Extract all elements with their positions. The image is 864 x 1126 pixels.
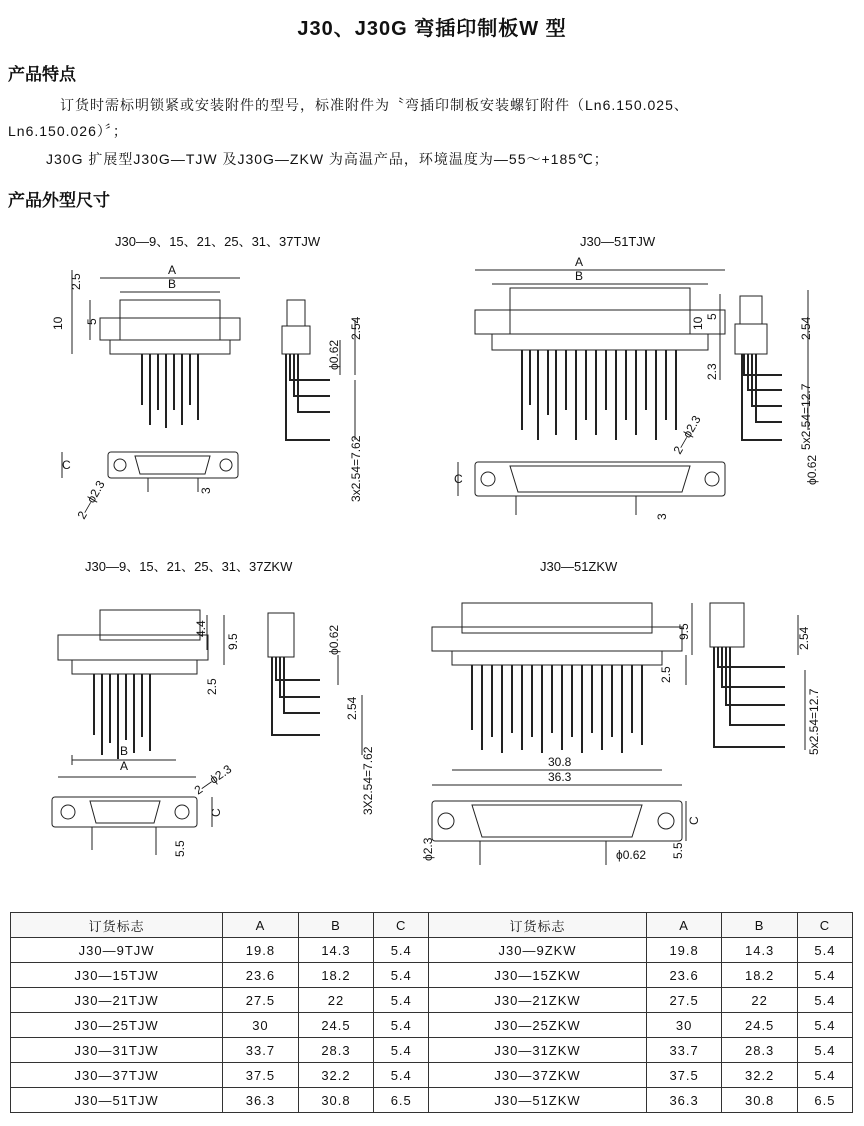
dimension-label: A xyxy=(168,263,177,277)
header-a: A xyxy=(646,913,722,938)
table-row xyxy=(11,1088,853,1113)
table-row xyxy=(11,963,853,988)
dimension-label: 9.5 xyxy=(226,633,240,650)
dimension-label: ϕ2.3 xyxy=(421,837,435,861)
table-cell: 32.2 xyxy=(298,1063,374,1088)
dimension-label: ϕ0.62 xyxy=(327,624,341,655)
table-cell: 19.8 xyxy=(223,938,299,963)
table-cell: 36.3 xyxy=(223,1088,299,1113)
table-cell: 5.4 xyxy=(374,1013,429,1038)
table-row xyxy=(11,1013,853,1038)
table-cell: 5.4 xyxy=(797,963,852,988)
dimension-label: B xyxy=(575,269,584,283)
table-cell: J30—9ZKW xyxy=(429,938,647,963)
table-cell: 36.3 xyxy=(646,1088,722,1113)
dimension-label: 2.54 xyxy=(345,696,359,720)
table-cell: 30 xyxy=(223,1013,299,1038)
table-cell: 5.4 xyxy=(374,938,429,963)
table-cell: J30—21TJW xyxy=(11,988,223,1013)
dimension-label: C xyxy=(687,816,701,825)
header-order-code: 订货标志 xyxy=(429,913,647,938)
dimension-label: C xyxy=(454,472,463,486)
table-cell: 37.5 xyxy=(223,1063,299,1088)
header-c: C xyxy=(797,913,852,938)
features-paragraph-1-line-2: Ln6.150.026）〞； xyxy=(8,123,128,139)
table-cell: 22 xyxy=(722,988,798,1013)
table-cell: 30 xyxy=(646,1013,722,1038)
table-header-row xyxy=(11,913,853,938)
dimension-label: C xyxy=(62,458,71,472)
dimension-label: 3 xyxy=(199,487,213,494)
ordering-spec-table xyxy=(10,912,853,1113)
dimension-label: J30—9、15、21、25、31、37ZKW xyxy=(85,559,293,574)
table-cell: 6.5 xyxy=(374,1088,429,1113)
header-b: B xyxy=(722,913,798,938)
table-cell: 14.3 xyxy=(722,938,798,963)
table-row xyxy=(11,938,853,963)
dimension-label: 3x2.54=7.62 xyxy=(349,435,363,502)
dimension-label: 2.54 xyxy=(799,316,813,340)
header-order-code: 订货标志 xyxy=(11,913,223,938)
table-cell: 37.5 xyxy=(646,1063,722,1088)
dimension-label: 5 xyxy=(705,313,719,320)
dimension-label: A xyxy=(575,255,584,269)
dimension-label: 5x2.54=12.7 xyxy=(807,688,821,755)
table-cell: 5.4 xyxy=(797,1063,852,1088)
table-row xyxy=(11,988,853,1013)
table-cell: 23.6 xyxy=(646,963,722,988)
table-cell: 24.5 xyxy=(298,1013,374,1038)
table-cell: 33.7 xyxy=(646,1038,722,1063)
dimension-label: A xyxy=(120,759,129,773)
figure-tjw-51 xyxy=(430,230,850,530)
table-cell: J30—31ZKW xyxy=(429,1038,647,1063)
table-cell: J30—37ZKW xyxy=(429,1063,647,1088)
header-a: A xyxy=(223,913,299,938)
header-b: B xyxy=(298,913,374,938)
dimension-label: C xyxy=(209,808,223,817)
section-heading-dimensions: 产品外型尺寸 xyxy=(8,191,110,210)
dimension-label: 30.8 xyxy=(548,755,572,769)
dimension-label: B xyxy=(120,744,129,758)
table-cell: 24.5 xyxy=(722,1013,798,1038)
table-cell: 27.5 xyxy=(646,988,722,1013)
dimension-label: 2.5 xyxy=(205,678,219,695)
table-cell: 28.3 xyxy=(722,1038,798,1063)
dimension-label: 10 xyxy=(51,316,65,330)
dimension-label: J30—51ZKW xyxy=(540,559,618,574)
dimension-label: 4.4 xyxy=(194,620,208,637)
table-cell: 30.8 xyxy=(298,1088,374,1113)
header-c: C xyxy=(374,913,429,938)
table-cell: J30—9TJW xyxy=(11,938,223,963)
table-cell: 28.3 xyxy=(298,1038,374,1063)
table-cell: J30—25TJW xyxy=(11,1013,223,1038)
dimension-label: 36.3 xyxy=(548,770,572,784)
section-heading-features: 产品特点 xyxy=(8,65,76,84)
dimension-label: ϕ0.62 xyxy=(805,454,819,485)
table-cell: 22 xyxy=(298,988,374,1013)
dimension-label: 2—ϕ2.3 xyxy=(670,413,704,457)
dimension-label: 2.5 xyxy=(69,273,83,290)
dimension-label: J30—51TJW xyxy=(580,234,656,249)
dimension-label: 2.3 xyxy=(705,363,719,380)
dimension-label: 2—ϕ2.3 xyxy=(191,761,235,798)
table-cell: J30—37TJW xyxy=(11,1063,223,1088)
table-cell: 5.4 xyxy=(374,963,429,988)
table-row xyxy=(11,1038,853,1063)
table-cell: J30—31TJW xyxy=(11,1038,223,1063)
table-cell: 19.8 xyxy=(646,938,722,963)
table-cell: 5.4 xyxy=(374,1038,429,1063)
table-cell: 14.3 xyxy=(298,938,374,963)
table-cell: 30.8 xyxy=(722,1088,798,1113)
dimension-label: 5 xyxy=(85,318,99,325)
dimension-label: 2.5 xyxy=(659,666,673,683)
figure-caption: J30—9、15、21、25、31、37TJW xyxy=(115,234,321,249)
table-cell: 18.2 xyxy=(722,963,798,988)
page-title: J30、J30G 弯插印制板W 型 xyxy=(297,18,567,40)
table-cell: 33.7 xyxy=(223,1038,299,1063)
table-cell: 32.2 xyxy=(722,1063,798,1088)
table-cell: 5.4 xyxy=(374,1063,429,1088)
dimension-label: 3X2.54=7.62 xyxy=(361,746,375,815)
dimension-label: 5.5 xyxy=(173,840,187,857)
table-cell: 5.4 xyxy=(797,1013,852,1038)
dimension-label: 2.54 xyxy=(349,316,363,340)
table-cell: 27.5 xyxy=(223,988,299,1013)
table-cell: 5.4 xyxy=(374,988,429,1013)
dimension-label: 5.5 xyxy=(671,842,685,859)
table-cell: J30—51ZKW xyxy=(429,1088,647,1113)
dimension-label: 10 xyxy=(691,316,705,330)
table-cell: 5.4 xyxy=(797,1038,852,1063)
table-row xyxy=(11,1063,853,1088)
table-cell: J30—51TJW xyxy=(11,1088,223,1113)
dimension-label: 9.5 xyxy=(677,623,691,640)
dimension-label: ϕ0.62 xyxy=(327,339,341,370)
table-cell: 18.2 xyxy=(298,963,374,988)
table-cell: 5.4 xyxy=(797,988,852,1013)
table-cell: J30—21ZKW xyxy=(429,988,647,1013)
dimension-label: B xyxy=(168,277,177,291)
table-cell: 23.6 xyxy=(223,963,299,988)
table-cell: J30—15TJW xyxy=(11,963,223,988)
table-cell: 5.4 xyxy=(797,938,852,963)
dimension-label: ϕ0.62 xyxy=(616,848,647,862)
table-cell: J30—25ZKW xyxy=(429,1013,647,1038)
figure-zkw-51 xyxy=(420,555,850,885)
features-paragraph-2: J30G 扩展型J30G—TJW 及J30G—ZKW 为高温产品，环境温度为—55～+185℃； xyxy=(46,151,609,167)
dimension-label: 3 xyxy=(655,513,669,520)
table-cell: 6.5 xyxy=(797,1088,852,1113)
dimension-label: 2—ϕ2.3 xyxy=(74,478,108,522)
figure-tjw-small xyxy=(0,230,420,530)
figure-zkw-small xyxy=(0,555,420,885)
table-cell: J30—15ZKW xyxy=(429,963,647,988)
dimension-label: 2.54 xyxy=(797,626,811,650)
features-paragraph-1-line-1: 订货时需标明锁紧或安装附件的型号，标准附件为〝弯插印制板安装螺钉附件（Ln6.150.025、 xyxy=(60,97,689,113)
dimension-label: 5x2.54=12.7 xyxy=(799,383,813,450)
